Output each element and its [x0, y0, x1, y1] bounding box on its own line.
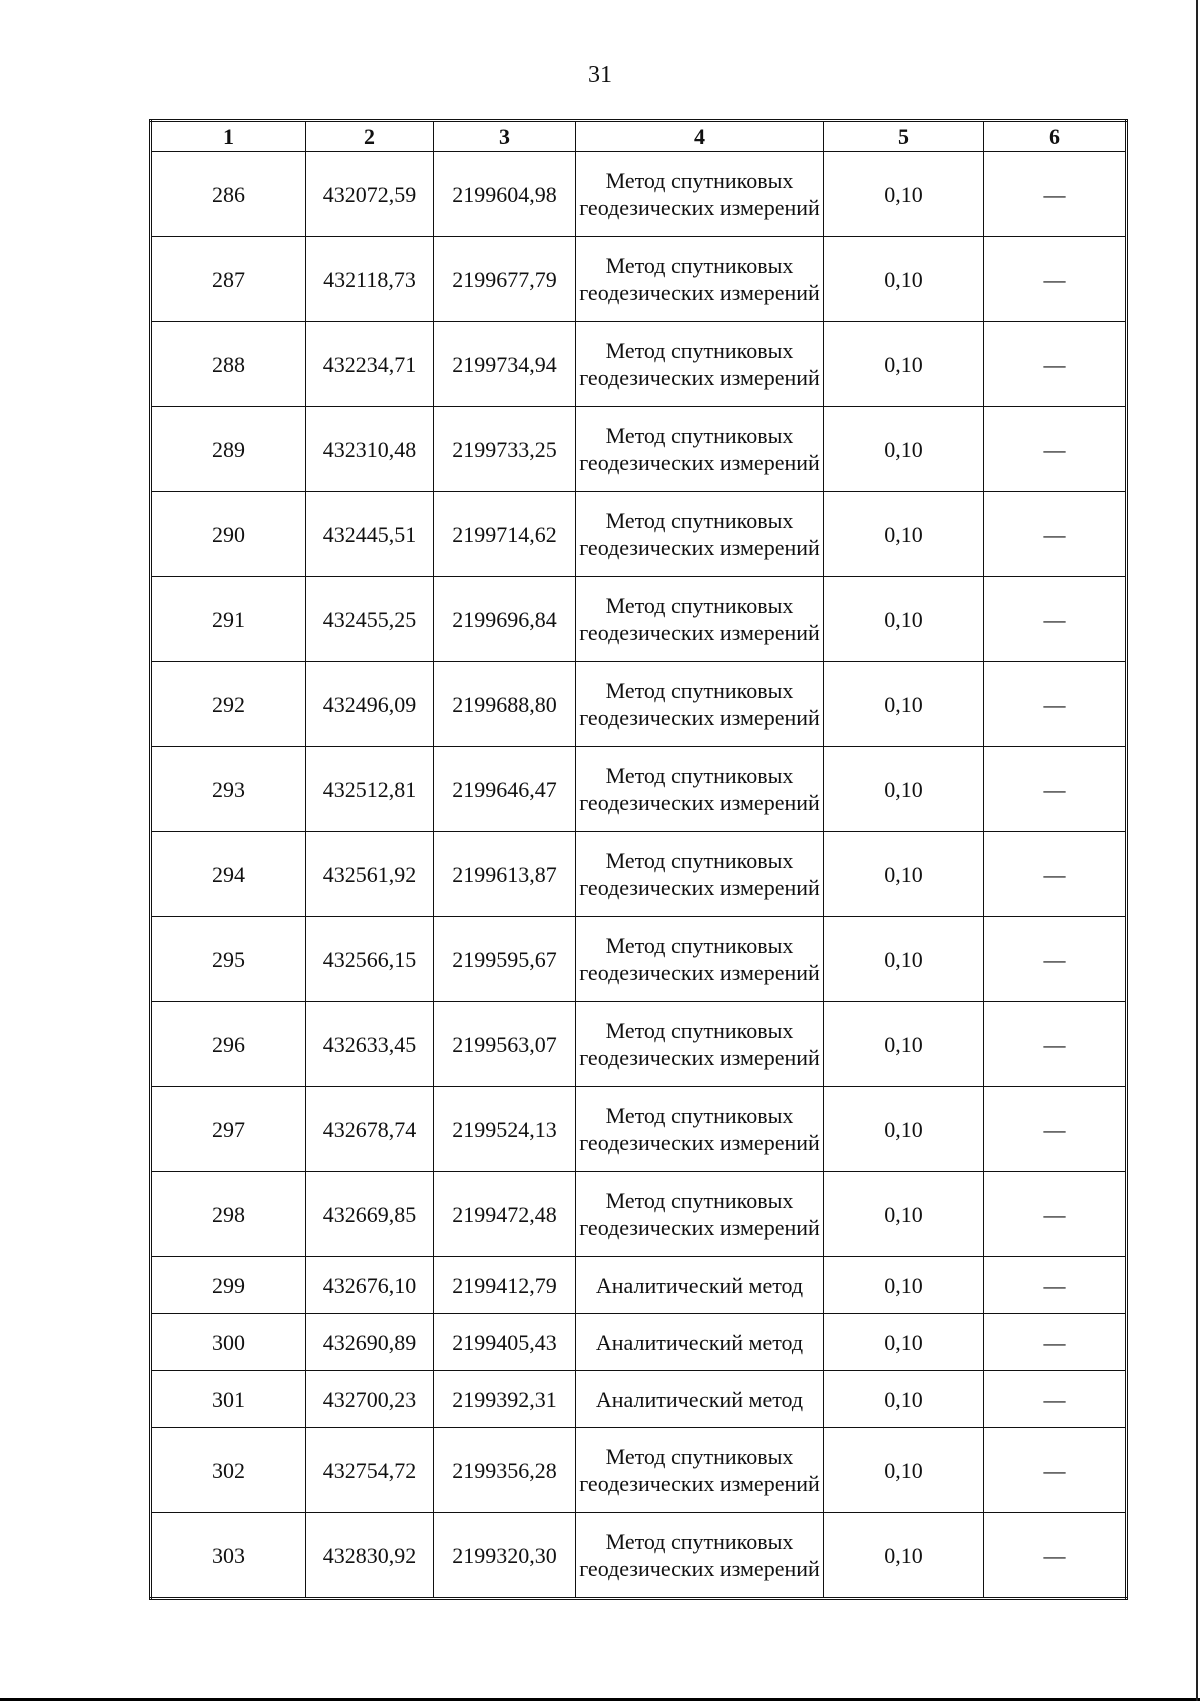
x-coordinate-cell: 432310,48: [306, 407, 434, 492]
x-coordinate-cell: 432234,71: [306, 322, 434, 407]
table-row: [151, 152, 1127, 237]
header-col-5: 5: [824, 121, 984, 152]
table-row: [151, 747, 1127, 832]
y-coordinate-cell: 2199714,62: [434, 492, 576, 577]
y-coordinate-cell: 2199646,47: [434, 747, 576, 832]
note-cell: —: [984, 1172, 1127, 1257]
accuracy-cell: 0,10: [824, 1513, 984, 1599]
accuracy-cell: 0,10: [824, 1002, 984, 1087]
table-row: [151, 237, 1127, 322]
method-cell: Метод спутниковых геодезических измерений: [576, 662, 824, 747]
note-cell: —: [984, 1371, 1127, 1428]
header-col-6: 6: [984, 121, 1127, 152]
accuracy-cell: 0,10: [824, 1172, 984, 1257]
table-row: [151, 662, 1127, 747]
y-coordinate-cell: 2199604,98: [434, 152, 576, 237]
point-number-cell: 292: [151, 662, 306, 747]
accuracy-cell: 0,10: [824, 1428, 984, 1513]
note-cell: —: [984, 1513, 1127, 1599]
note-cell: —: [984, 407, 1127, 492]
point-number-cell: 302: [151, 1428, 306, 1513]
accuracy-cell: 0,10: [824, 492, 984, 577]
coordinates-table: [149, 119, 1128, 1600]
note-cell: —: [984, 492, 1127, 577]
header-col-3: 3: [434, 121, 576, 152]
note-cell: —: [984, 577, 1127, 662]
page-number: 31: [588, 62, 612, 88]
point-number-cell: 296: [151, 1002, 306, 1087]
note-cell: —: [984, 237, 1127, 322]
note-cell: —: [984, 917, 1127, 1002]
table-row: [151, 1428, 1127, 1513]
accuracy-cell: 0,10: [824, 407, 984, 492]
x-coordinate-cell: 432496,09: [306, 662, 434, 747]
x-coordinate-cell: 432830,92: [306, 1513, 434, 1599]
method-cell: Метод спутниковых геодезических измерений: [576, 1172, 824, 1257]
method-cell: Метод спутниковых геодезических измерений: [576, 577, 824, 662]
point-number-cell: 295: [151, 917, 306, 1002]
y-coordinate-cell: 2199688,80: [434, 662, 576, 747]
y-coordinate-cell: 2199320,30: [434, 1513, 576, 1599]
point-number-cell: 303: [151, 1513, 306, 1599]
y-coordinate-cell: 2199472,48: [434, 1172, 576, 1257]
note-cell: —: [984, 1428, 1127, 1513]
y-coordinate-cell: 2199563,07: [434, 1002, 576, 1087]
point-number-cell: 288: [151, 322, 306, 407]
y-coordinate-cell: 2199613,87: [434, 832, 576, 917]
point-number-cell: 300: [151, 1314, 306, 1371]
table-row: [151, 1371, 1127, 1428]
method-cell: Метод спутниковых геодезических измерений: [576, 917, 824, 1002]
note-cell: —: [984, 832, 1127, 917]
accuracy-cell: 0,10: [824, 917, 984, 1002]
point-number-cell: 286: [151, 152, 306, 237]
note-cell: —: [984, 1257, 1127, 1314]
accuracy-cell: 0,10: [824, 1087, 984, 1172]
point-number-cell: 297: [151, 1087, 306, 1172]
y-coordinate-cell: 2199412,79: [434, 1257, 576, 1314]
point-number-cell: 298: [151, 1172, 306, 1257]
table-row: [151, 1257, 1127, 1314]
x-coordinate-cell: 432633,45: [306, 1002, 434, 1087]
x-coordinate-cell: 432700,23: [306, 1371, 434, 1428]
table-row: [151, 407, 1127, 492]
accuracy-cell: 0,10: [824, 1314, 984, 1371]
table-row: [151, 1172, 1127, 1257]
accuracy-cell: 0,10: [824, 152, 984, 237]
x-coordinate-cell: 432512,81: [306, 747, 434, 832]
method-cell: Метод спутниковых геодезических измерений: [576, 152, 824, 237]
x-coordinate-cell: 432455,25: [306, 577, 434, 662]
page-right-edge: [1196, 0, 1198, 1701]
y-coordinate-cell: 2199405,43: [434, 1314, 576, 1371]
method-cell: Метод спутниковых геодезических измерений: [576, 1002, 824, 1087]
point-number-cell: 291: [151, 577, 306, 662]
accuracy-cell: 0,10: [824, 747, 984, 832]
table-row: [151, 832, 1127, 917]
header-col-1: 1: [151, 121, 306, 152]
note-cell: —: [984, 747, 1127, 832]
note-cell: —: [984, 1002, 1127, 1087]
table-row: [151, 492, 1127, 577]
method-cell: Метод спутниковых геодезических измерений: [576, 492, 824, 577]
x-coordinate-cell: 432678,74: [306, 1087, 434, 1172]
table-row: [151, 322, 1127, 407]
method-cell: Метод спутниковых геодезических измерений: [576, 407, 824, 492]
point-number-cell: 293: [151, 747, 306, 832]
method-cell: Метод спутниковых геодезических измерений: [576, 1428, 824, 1513]
header-col-4: 4: [576, 121, 824, 152]
method-cell: Метод спутниковых геодезических измерений: [576, 1087, 824, 1172]
y-coordinate-cell: 2199392,31: [434, 1371, 576, 1428]
note-cell: —: [984, 1314, 1127, 1371]
accuracy-cell: 0,10: [824, 577, 984, 662]
accuracy-cell: 0,10: [824, 832, 984, 917]
method-cell: Аналитический метод: [576, 1314, 824, 1371]
x-coordinate-cell: 432690,89: [306, 1314, 434, 1371]
point-number-cell: 299: [151, 1257, 306, 1314]
table-row: [151, 1087, 1127, 1172]
y-coordinate-cell: 2199356,28: [434, 1428, 576, 1513]
x-coordinate-cell: 432754,72: [306, 1428, 434, 1513]
accuracy-cell: 0,10: [824, 1371, 984, 1428]
x-coordinate-cell: 432676,10: [306, 1257, 434, 1314]
header-col-2: 2: [306, 121, 434, 152]
x-coordinate-cell: 432669,85: [306, 1172, 434, 1257]
x-coordinate-cell: 432561,92: [306, 832, 434, 917]
method-cell: Метод спутниковых геодезических измерений: [576, 1513, 824, 1599]
y-coordinate-cell: 2199677,79: [434, 237, 576, 322]
y-coordinate-cell: 2199595,67: [434, 917, 576, 1002]
x-coordinate-cell: 432566,15: [306, 917, 434, 1002]
point-number-cell: 290: [151, 492, 306, 577]
table-row: [151, 1513, 1127, 1599]
point-number-cell: 287: [151, 237, 306, 322]
note-cell: —: [984, 662, 1127, 747]
x-coordinate-cell: 432445,51: [306, 492, 434, 577]
table-header-row: [151, 121, 1127, 152]
y-coordinate-cell: 2199696,84: [434, 577, 576, 662]
point-number-cell: 301: [151, 1371, 306, 1428]
point-number-cell: 289: [151, 407, 306, 492]
x-coordinate-cell: 432072,59: [306, 152, 434, 237]
method-cell: Метод спутниковых геодезических измерений: [576, 322, 824, 407]
table-row: [151, 1314, 1127, 1371]
accuracy-cell: 0,10: [824, 662, 984, 747]
note-cell: —: [984, 152, 1127, 237]
y-coordinate-cell: 2199733,25: [434, 407, 576, 492]
table-body: [151, 152, 1127, 1599]
table-row: [151, 917, 1127, 1002]
point-number-cell: 294: [151, 832, 306, 917]
method-cell: Аналитический метод: [576, 1371, 824, 1428]
method-cell: Аналитический метод: [576, 1257, 824, 1314]
method-cell: Метод спутниковых геодезических измерений: [576, 832, 824, 917]
note-cell: —: [984, 322, 1127, 407]
table-row: [151, 1002, 1127, 1087]
method-cell: Метод спутниковых геодезических измерений: [576, 237, 824, 322]
table-row: [151, 577, 1127, 662]
method-cell: Метод спутниковых геодезических измерений: [576, 747, 824, 832]
x-coordinate-cell: 432118,73: [306, 237, 434, 322]
y-coordinate-cell: 2199734,94: [434, 322, 576, 407]
accuracy-cell: 0,10: [824, 1257, 984, 1314]
accuracy-cell: 0,10: [824, 322, 984, 407]
y-coordinate-cell: 2199524,13: [434, 1087, 576, 1172]
accuracy-cell: 0,10: [824, 237, 984, 322]
note-cell: —: [984, 1087, 1127, 1172]
